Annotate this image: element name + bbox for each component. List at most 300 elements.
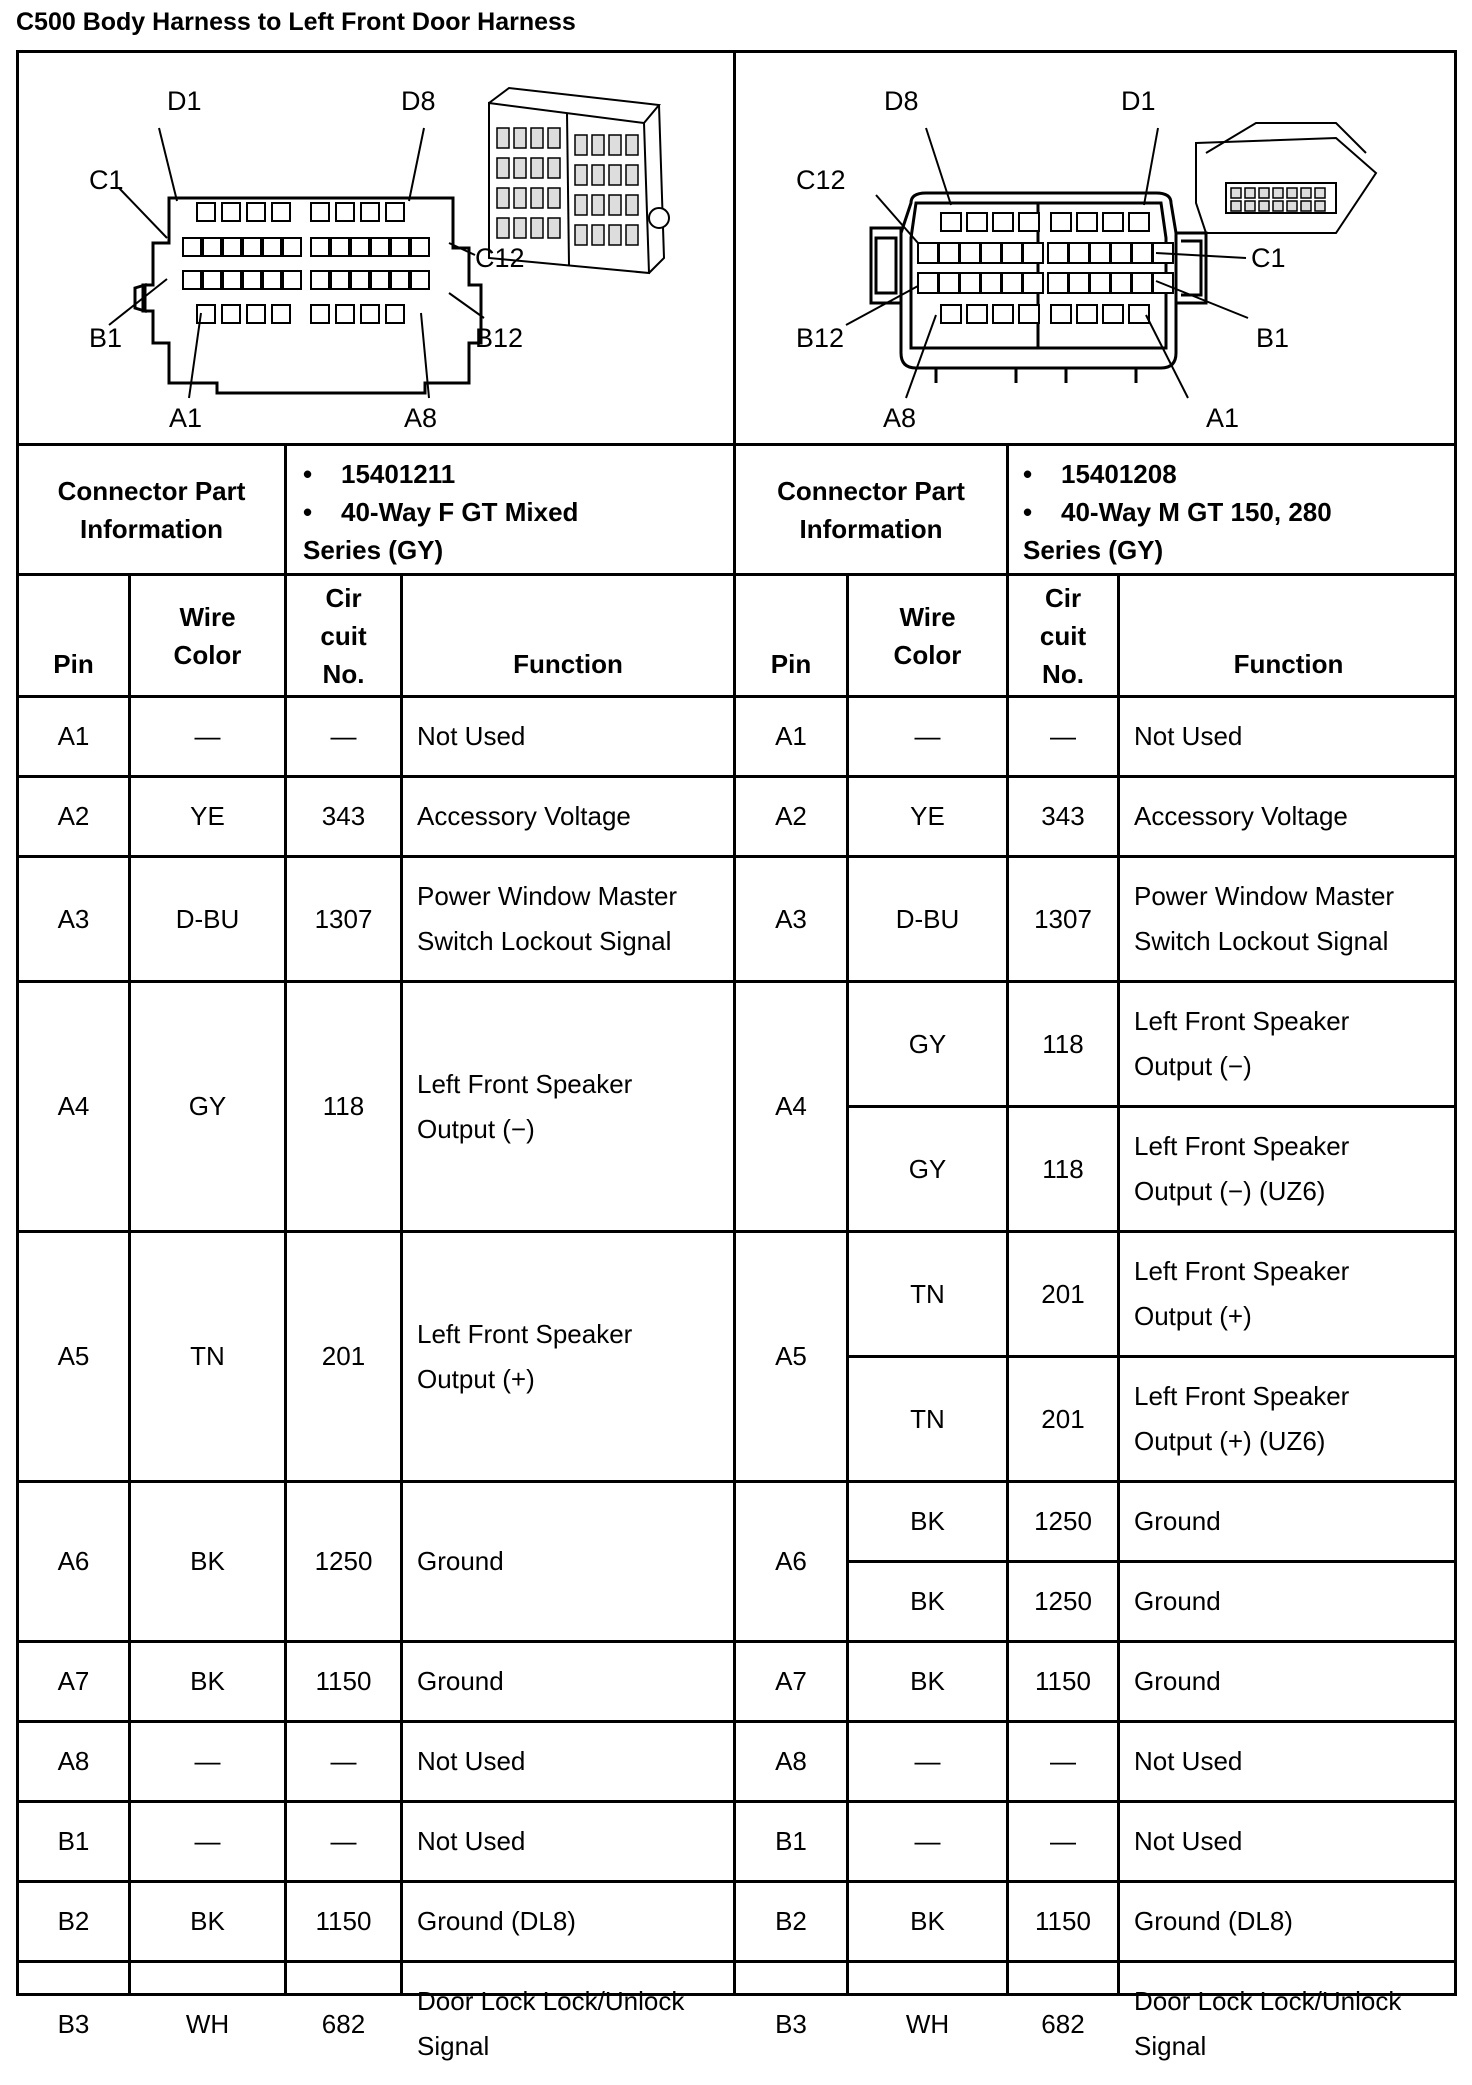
pin-cavity	[272, 305, 290, 323]
pin-cavity	[283, 238, 301, 256]
pin-cavity	[197, 203, 215, 221]
circuit-cell: 1250	[1034, 1506, 1092, 1536]
function-line: Output (+) (UZ6)	[1134, 1426, 1326, 1456]
wire-color-cell: YE	[190, 801, 225, 831]
pin-cavity	[514, 218, 526, 238]
pin-cavity	[1019, 213, 1039, 231]
pin-cavity	[247, 305, 265, 323]
function-line: Ground	[417, 1546, 504, 1576]
pin-cell: A6	[775, 1546, 807, 1576]
right-connector-info-label	[736, 446, 1006, 573]
pin-cell: B3	[775, 2008, 807, 2039]
header-cir-line-3: No.	[322, 658, 365, 689]
header-wire-color	[131, 576, 284, 695]
pin-cavity	[609, 225, 621, 245]
function-cell	[1120, 1643, 1457, 1720]
pin-cavity	[203, 238, 221, 256]
pin-cavity	[514, 158, 526, 178]
pin-cavity	[263, 271, 281, 289]
pin-cavity	[1132, 273, 1152, 293]
pin-cavity	[626, 165, 638, 185]
header-cir-line-2: cuit	[1039, 620, 1087, 651]
pin-cavity	[993, 213, 1013, 231]
circuit-cell: 1250	[1034, 1586, 1092, 1616]
part-number: 15401208	[1061, 459, 1177, 489]
function-line: Power Window Master	[417, 881, 678, 911]
pin-cavity	[311, 271, 329, 289]
pin-cavity	[967, 305, 987, 323]
pin-cavity	[1315, 188, 1325, 198]
pin-cavity	[183, 271, 201, 289]
left-connector-diagram	[19, 53, 733, 443]
pin-cavity	[1301, 188, 1311, 198]
pin-cavity	[351, 238, 369, 256]
pin-cell: A2	[775, 801, 807, 831]
header-cir-line-2: cuit	[320, 620, 367, 651]
function-cell	[1120, 1803, 1457, 1880]
function-line: Ground	[1134, 1666, 1221, 1696]
info-label-line-1: Connector Part	[777, 475, 965, 506]
pin-label-d1: D1	[1121, 86, 1156, 116]
circuit-cell: 118	[1042, 1028, 1084, 1059]
pin-cavity	[626, 135, 638, 155]
pin-cavity	[575, 225, 587, 245]
circuit-cell: —	[1050, 721, 1076, 751]
function-line: Not Used	[417, 1746, 526, 1776]
header-wire-line-2: Color	[893, 639, 962, 670]
pin-cavity	[1273, 201, 1283, 211]
function-line: Not Used	[417, 721, 526, 751]
pin-cavity	[1287, 188, 1297, 198]
function-line: Left Front Speaker	[1134, 1131, 1350, 1161]
pin-cavity	[1069, 273, 1089, 293]
pin-cavity	[1090, 243, 1110, 263]
pin-cavity	[247, 203, 265, 221]
function-line: Left Front Speaker	[1134, 1256, 1350, 1286]
pin-cavity	[411, 238, 429, 256]
pin-cell: A7	[57, 1666, 90, 1696]
bullet: •	[1023, 497, 1033, 527]
pin-cavity	[514, 128, 526, 148]
pin-cavity	[1023, 273, 1043, 293]
pin-cavity	[1002, 273, 1022, 293]
wire-color-cell: YE	[910, 801, 945, 831]
wire-color-cell: WH	[905, 2008, 950, 2039]
pin-cavity	[592, 195, 604, 215]
pin-cavity	[243, 238, 261, 256]
pin-cavity	[391, 238, 409, 256]
function-line: Switch Lockout Signal	[1134, 926, 1389, 956]
wire-color-cell: BK	[910, 1666, 945, 1696]
pin-cell: B1	[57, 1826, 90, 1856]
circuit-cell: —	[330, 721, 357, 751]
pin-cavity	[592, 225, 604, 245]
pin-label-c12: C12	[475, 243, 525, 273]
function-line: Ground (DL8)	[1134, 1906, 1293, 1936]
function-line: Door Lock Lock/Unlock	[417, 1986, 685, 2016]
function-line: Not Used	[1134, 1826, 1243, 1856]
info-label-line-2: Information	[799, 513, 943, 544]
pin-cavity	[1023, 243, 1043, 263]
function-cell	[403, 778, 733, 855]
header-circuit-no	[287, 576, 400, 695]
pin-cavity	[592, 165, 604, 185]
pin-cavity	[1077, 213, 1097, 231]
pin-cavity	[981, 273, 1001, 293]
pin-cavity	[548, 188, 560, 208]
function-cell	[403, 1233, 733, 1480]
circuit-cell: 118	[1042, 1153, 1084, 1184]
function-line: Signal	[1134, 2031, 1207, 2061]
circuit-cell: 1150	[315, 1906, 372, 1936]
pin-cavity	[371, 271, 389, 289]
pin-cavity	[283, 271, 301, 289]
function-cell	[1120, 1963, 1457, 2085]
pin-label-b1: B1	[1256, 323, 1290, 353]
bullet: •	[303, 459, 313, 489]
circuit-cell: 201	[321, 1341, 366, 1371]
pin-cavity	[981, 243, 1001, 263]
left-connector-drawing	[19, 53, 733, 443]
header-wire-line-2: Color	[173, 639, 242, 670]
function-cell	[1120, 983, 1457, 1105]
function-line: Signal	[417, 2031, 490, 2061]
function-cell	[1120, 1483, 1457, 1560]
info-divider-right	[1006, 443, 1009, 573]
function-line: Output (−) (UZ6)	[1134, 1176, 1326, 1206]
pin-cavity	[918, 273, 938, 293]
pin-cavity	[222, 203, 240, 221]
header-function: Function	[513, 649, 623, 679]
pin-cavity	[1111, 273, 1131, 293]
header-cir-line-1: Cir	[325, 582, 362, 613]
wire-color-cell: BK	[190, 1546, 225, 1576]
pin-cavity	[1103, 305, 1123, 323]
function-line: Output (−)	[1134, 1051, 1252, 1081]
wire-color-cell: D-BU	[895, 903, 960, 934]
header-cir-line-3: No.	[1042, 658, 1084, 689]
circuit-cell: —	[330, 1746, 357, 1776]
function-line: Left Front Speaker	[1134, 1006, 1350, 1036]
wire-color-cell: D-BU	[175, 903, 240, 934]
pin-cell: A5	[775, 1341, 807, 1371]
pin-cavity	[941, 213, 961, 231]
wire-color-cell: GY	[908, 1153, 947, 1184]
pin-cavity	[531, 188, 543, 208]
function-cell	[403, 1963, 733, 2085]
function-line: Not Used	[1134, 721, 1243, 751]
wire-color-cell: BK	[910, 1906, 945, 1936]
pin-cavity	[222, 305, 240, 323]
pin-label-d1: D1	[167, 86, 202, 116]
info-divider-left	[284, 443, 287, 573]
function-cell	[1120, 778, 1457, 855]
left-connector-part-info	[303, 455, 578, 569]
pin-cavity	[311, 203, 329, 221]
wire-color-cell: —	[914, 721, 941, 751]
function-line: Left Front Speaker	[1134, 1381, 1350, 1411]
part-description: 40-Way F GT Mixed	[341, 497, 579, 527]
pin-label-c12: C12	[796, 165, 846, 195]
wire-color-cell: —	[194, 1746, 221, 1776]
left-connector-info-label	[19, 446, 284, 573]
circuit-cell: —	[330, 1826, 357, 1856]
part-series: Series (GY)	[1023, 535, 1164, 565]
pin-cavity	[331, 271, 349, 289]
function-line: Left Front Speaker	[417, 1068, 633, 1099]
circuit-cell: 1250	[314, 1546, 373, 1576]
function-cell	[403, 858, 733, 980]
pin-cavity	[626, 225, 638, 245]
header-pin: Pin	[53, 649, 94, 679]
function-line: Power Window Master	[1134, 881, 1395, 911]
part-number: 15401211	[341, 459, 456, 489]
pin-cavity	[243, 271, 261, 289]
pin-cell: A3	[775, 903, 807, 934]
pin-cavity	[1259, 201, 1269, 211]
function-cell	[1120, 858, 1457, 980]
pin-cavity	[918, 243, 938, 263]
pin-cell: B2	[57, 1906, 90, 1936]
pin-cavity	[1090, 273, 1110, 293]
circuit-cell: 201	[1041, 1278, 1085, 1309]
pin-cell: A4	[57, 1091, 90, 1121]
pin-cell: A1	[57, 721, 90, 751]
pin-cavity	[386, 305, 404, 323]
pin-cavity	[391, 271, 409, 289]
pin-cell: A2	[57, 801, 90, 831]
pin-cavity	[941, 305, 961, 323]
pin-cavity	[203, 271, 221, 289]
pin-cavity	[311, 238, 329, 256]
header-wire-color	[849, 576, 1006, 695]
page-title: C500 Body Harness to Left Front Door Harness	[16, 8, 576, 36]
pin-cavity	[1273, 188, 1283, 198]
bullet: •	[303, 497, 313, 527]
pin-cavity	[548, 158, 560, 178]
function-cell	[1120, 1358, 1457, 1480]
pin-cavity	[1051, 305, 1071, 323]
pin-label-a8: A8	[883, 403, 917, 433]
function-line: Output (+)	[1134, 1301, 1252, 1331]
function-line: Ground	[1134, 1586, 1221, 1616]
pin-cell: A7	[775, 1666, 807, 1696]
wire-color-cell: BK	[910, 1586, 945, 1616]
function-line: Output (−)	[417, 1113, 535, 1144]
part-series: Series (GY)	[303, 535, 444, 565]
pin-label-b1: B1	[89, 323, 123, 353]
pin-cavity	[609, 135, 621, 155]
pin-cavity	[223, 238, 241, 256]
circuit-cell: 201	[1041, 1403, 1085, 1434]
header-circuit-no	[1009, 576, 1117, 695]
pin-cavity	[1048, 243, 1068, 263]
right-connector-diagram	[736, 53, 1454, 443]
function-line: Accessory Voltage	[417, 801, 631, 831]
right-connector-part-info	[1023, 455, 1332, 569]
info-label-line-2: Information	[80, 513, 223, 544]
function-cell	[403, 1483, 733, 1640]
pin-cavity	[1048, 273, 1068, 293]
circuit-cell: 1150	[1035, 1666, 1091, 1696]
bullet: •	[1023, 459, 1033, 489]
pin-cavity	[1287, 201, 1297, 211]
right-connector-drawing	[736, 53, 1454, 443]
function-cell	[403, 1723, 733, 1800]
function-cell	[403, 1803, 733, 1880]
pin-cavity	[336, 203, 354, 221]
pin-cavity	[939, 273, 959, 293]
pin-label-c1: C1	[89, 165, 124, 195]
pin-cavity	[592, 135, 604, 155]
pin-cavity	[351, 271, 369, 289]
pin-cavity	[575, 135, 587, 155]
pin-cavity	[967, 213, 987, 231]
pin-cavity	[514, 188, 526, 208]
circuit-cell: 1307	[1034, 903, 1092, 934]
header-cir-line-1: Cir	[1044, 582, 1082, 613]
function-cell	[1120, 1563, 1457, 1640]
pin-cavity	[1245, 201, 1255, 211]
wire-color-cell: BK	[910, 1506, 945, 1536]
pin-cavity	[183, 238, 201, 256]
circuit-cell: 682	[321, 2008, 366, 2039]
pin-cavity	[386, 203, 404, 221]
function-cell	[403, 1643, 733, 1720]
pin-cell: A8	[57, 1746, 90, 1776]
pin-cavity	[1069, 243, 1089, 263]
circuit-cell: 1150	[315, 1666, 372, 1696]
pin-cavity	[575, 195, 587, 215]
wire-color-cell: BK	[190, 1906, 225, 1936]
pin-cavity	[497, 188, 509, 208]
pin-cavity	[626, 195, 638, 215]
wire-color-cell: TN	[910, 1403, 945, 1434]
pin-cell: B3	[57, 2008, 90, 2039]
pin-cavity	[361, 203, 379, 221]
pin-cell: A1	[775, 721, 807, 751]
wire-color-cell: TN	[190, 1341, 225, 1371]
pin-cavity	[263, 238, 281, 256]
pin-cavity	[1051, 213, 1071, 231]
pin-cavity	[497, 128, 509, 148]
pin-cavity	[1103, 213, 1123, 231]
pin-cavity	[223, 271, 241, 289]
function-line: Switch Lockout Signal	[417, 926, 672, 956]
wire-color-cell: GY	[188, 1091, 227, 1121]
function-line: Accessory Voltage	[1134, 801, 1348, 831]
function-cell	[403, 698, 733, 775]
pin-label-c1: C1	[1251, 243, 1286, 273]
circuit-cell: 118	[322, 1091, 365, 1121]
wire-color-cell: —	[194, 1826, 221, 1856]
pin-label-a8: A8	[404, 403, 438, 433]
header-function: Function	[1233, 649, 1344, 679]
pin-cell: A8	[775, 1746, 807, 1776]
pin-cavity	[272, 203, 290, 221]
pin-cavity	[1111, 243, 1131, 263]
pin-cell: A3	[57, 903, 90, 934]
wire-color-cell: —	[194, 721, 221, 751]
function-cell	[403, 983, 733, 1230]
pin-cavity	[1077, 305, 1097, 323]
pin-label-a1: A1	[1206, 403, 1240, 433]
pin-cavity	[1301, 201, 1311, 211]
circuit-cell: 343	[321, 801, 366, 831]
pin-label-d8: D8	[401, 86, 436, 116]
pin-cavity	[331, 238, 349, 256]
pin-cavity	[548, 218, 560, 238]
circuit-cell: 682	[1041, 2008, 1085, 2039]
pin-cell: A6	[57, 1546, 90, 1576]
pin-cavity	[1231, 188, 1241, 198]
function-line: Left Front Speaker	[417, 1318, 633, 1349]
part-description: 40-Way M GT 150, 280	[1061, 497, 1332, 527]
info-label-line-1: Connector Part	[57, 475, 246, 506]
pin-cavity	[575, 165, 587, 185]
wire-color-cell: TN	[910, 1278, 945, 1309]
pin-label-b12: B12	[475, 323, 524, 353]
pin-cavity	[1019, 305, 1039, 323]
pin-cavity	[548, 128, 560, 148]
function-cell	[1120, 1233, 1457, 1355]
circuit-cell: 1307	[314, 903, 373, 934]
pin-cell: A5	[57, 1341, 90, 1371]
circuit-cell: 343	[1041, 801, 1085, 831]
pin-cavity	[531, 218, 543, 238]
pin-cavity	[609, 165, 621, 185]
function-cell	[403, 1883, 733, 1960]
pin-cavity	[1231, 201, 1241, 211]
function-cell	[1120, 698, 1457, 775]
header-wire-line-1: Wire	[179, 601, 236, 632]
pin-cavity	[1132, 243, 1152, 263]
circuit-cell: —	[1050, 1746, 1076, 1776]
pin-cell: B2	[775, 1906, 807, 1936]
pin-cavity	[371, 238, 389, 256]
function-line: Output (+)	[417, 1363, 535, 1394]
pin-cavity	[1315, 201, 1325, 211]
pin-cavity	[1245, 188, 1255, 198]
pin-cell: B1	[775, 1826, 807, 1856]
pin-cavity	[1259, 188, 1269, 198]
function-line: Ground	[417, 1666, 504, 1696]
circuit-cell: 1150	[1035, 1906, 1091, 1936]
pin-cavity	[1002, 243, 1022, 263]
pin-label-a1: A1	[169, 403, 203, 433]
function-line: Ground	[1134, 1506, 1221, 1536]
circuit-cell: —	[1050, 1826, 1076, 1856]
pin-cavity	[1129, 305, 1149, 323]
pin-cavity	[960, 273, 980, 293]
function-line: Ground (DL8)	[417, 1906, 576, 1936]
wire-color-cell: WH	[185, 2008, 230, 2039]
function-cell	[1120, 1723, 1457, 1800]
function-cell	[1120, 1108, 1457, 1230]
wire-color-cell: GY	[908, 1028, 947, 1059]
pin-cavity	[497, 218, 509, 238]
function-line: Door Lock Lock/Unlock	[1134, 1986, 1402, 2016]
function-line: Not Used	[1134, 1746, 1243, 1776]
wire-color-cell: —	[914, 1826, 941, 1856]
pin-cavity	[497, 158, 509, 178]
wire-color-cell: —	[914, 1746, 941, 1776]
header-pin: Pin	[770, 649, 812, 679]
pin-cavity	[361, 305, 379, 323]
header-wire-line-1: Wire	[899, 601, 956, 632]
pin-cavity	[311, 305, 329, 323]
pin-cavity	[411, 271, 429, 289]
